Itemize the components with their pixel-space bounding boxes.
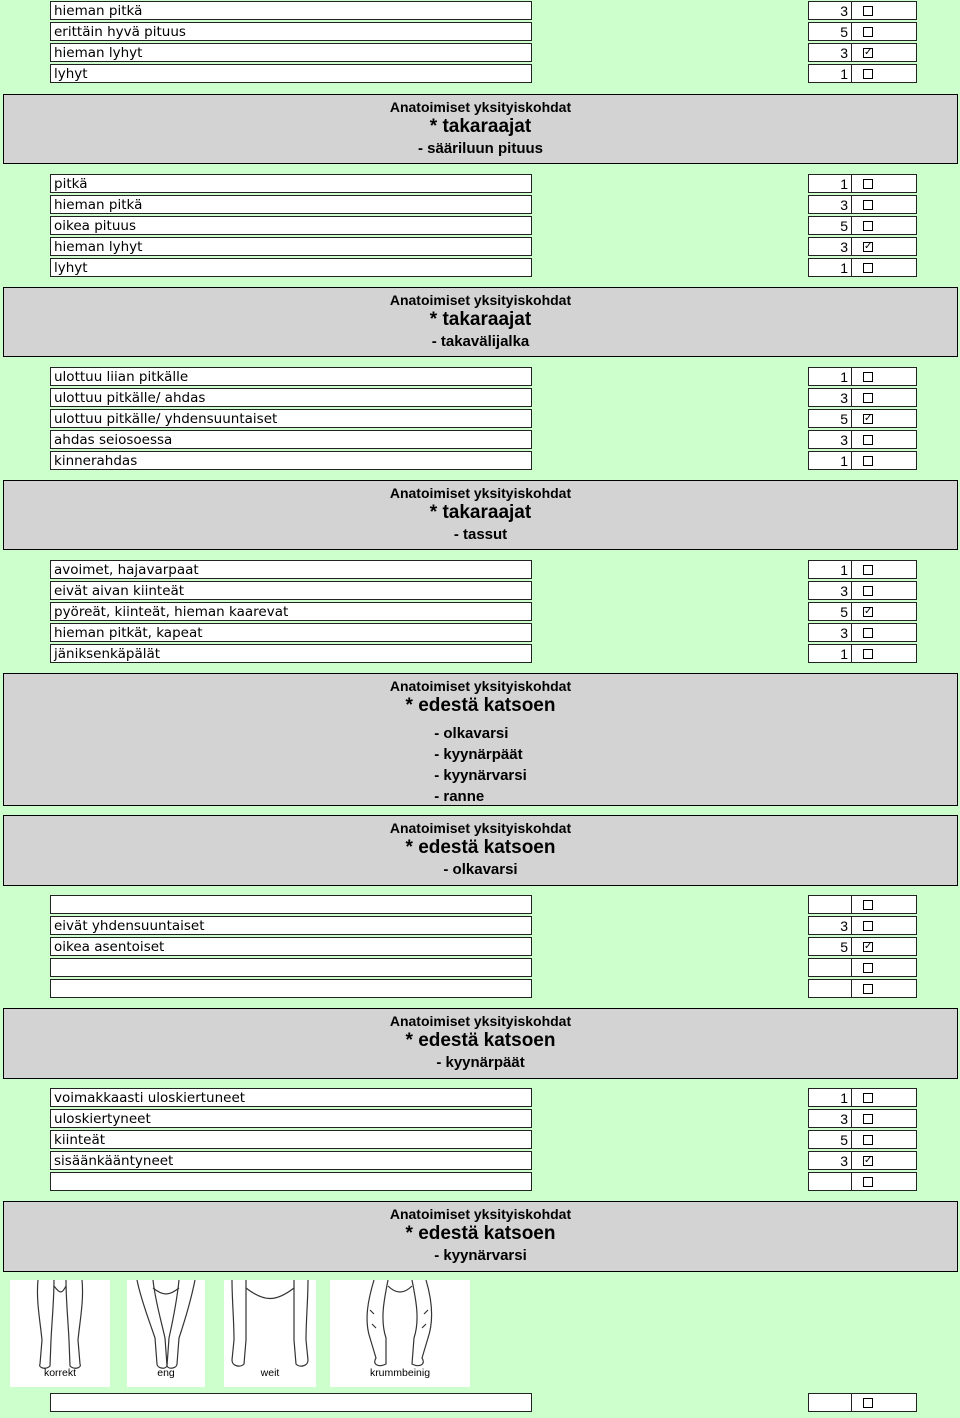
option-cell: [851, 1, 917, 20]
option-score: 1: [808, 174, 852, 193]
checkbox[interactable]: [863, 1398, 873, 1408]
section-header: [3, 94, 958, 164]
section-header: [3, 1008, 958, 1079]
option-cell: [851, 1088, 917, 1107]
option-label: lyhyt: [50, 64, 532, 83]
header-subsection: - olkavarsi: [443, 861, 518, 878]
header-subsection: - sääriluun pituus: [417, 140, 543, 157]
option-label: [50, 1172, 532, 1191]
subsection-item: - ranne: [434, 788, 485, 805]
caption: korrekt: [43, 1367, 77, 1379]
header-section: * edestä katsoen: [405, 695, 556, 716]
option-cell: [851, 258, 917, 277]
option-score: [808, 1172, 852, 1191]
option-score: 5: [808, 216, 852, 235]
option-label: erittäin hyvä pituus: [50, 22, 532, 41]
header-title: Anatoimiset yksityiskohdat: [389, 292, 572, 308]
option-label: hieman lyhyt: [50, 237, 532, 256]
option-score: 3: [808, 1, 852, 20]
option-label: ulottuu pitkälle/ yhdensuuntaiset: [50, 409, 532, 428]
caption: weit: [260, 1367, 280, 1379]
option-label: hieman pitkä: [50, 195, 532, 214]
subsection-item: - kyynärvarsi: [434, 767, 527, 784]
checkbox[interactable]: [863, 900, 873, 910]
checkbox[interactable]: [863, 200, 873, 210]
header-section: * takaraajat: [429, 116, 532, 137]
option-label: eivät yhdensuuntaiset: [50, 916, 532, 935]
checkbox[interactable]: [863, 565, 873, 575]
checkbox[interactable]: [863, 221, 873, 231]
option-cell: [851, 195, 917, 214]
header-title: Anatoimiset yksityiskohdat: [389, 678, 572, 694]
option-cell: [851, 22, 917, 41]
checkbox[interactable]: [863, 372, 873, 382]
option-cell: [851, 409, 917, 428]
option-cell: [851, 367, 917, 386]
option-cell: [851, 1109, 917, 1128]
checkbox[interactable]: [863, 6, 873, 16]
option-score: 1: [808, 64, 852, 83]
header-subsection: - kyynärpäät: [436, 1054, 525, 1071]
option-cell: [851, 430, 917, 449]
option-score: 1: [808, 258, 852, 277]
section-header: [3, 287, 958, 357]
option-cell: [851, 623, 917, 642]
option-score: 3: [808, 581, 852, 600]
option-cell: [851, 1151, 917, 1170]
option-score: 5: [808, 937, 852, 956]
caption: eng: [157, 1367, 175, 1379]
option-score: 3: [808, 195, 852, 214]
header-subsection: - tassut: [453, 526, 508, 543]
checkbox[interactable]: [863, 586, 873, 596]
option-score: [808, 1393, 852, 1412]
checkbox[interactable]: ✓: [864, 941, 873, 952]
option-cell: [851, 560, 917, 579]
option-label: oikea asentoiset: [50, 937, 532, 956]
option-label: [50, 979, 532, 998]
header-section: * takaraajat: [429, 309, 532, 330]
section-header: [3, 480, 958, 550]
caption: krummbeinig: [369, 1367, 431, 1379]
option-label: [50, 958, 532, 977]
option-score: 1: [808, 367, 852, 386]
option-cell: [851, 916, 917, 935]
option-score: 1: [808, 560, 852, 579]
option-cell: [851, 216, 917, 235]
checkbox[interactable]: [863, 628, 873, 638]
option-cell: [851, 979, 917, 998]
option-cell: [851, 581, 917, 600]
option-score: [808, 958, 852, 977]
section-header: [3, 1201, 958, 1272]
header-section: * edestä katsoen: [405, 1030, 556, 1051]
checkbox[interactable]: ✓: [864, 1155, 873, 1166]
illustration-weit: [224, 1280, 316, 1387]
checkbox[interactable]: ✓: [864, 413, 873, 424]
option-label: kinnerahdas: [50, 451, 532, 470]
option-cell: [851, 388, 917, 407]
option-cell: [851, 237, 917, 256]
checkbox[interactable]: [863, 1114, 873, 1124]
checkbox[interactable]: [863, 263, 873, 273]
option-label: lyhyt: [50, 258, 532, 277]
option-cell: [851, 895, 917, 914]
checkbox[interactable]: [863, 921, 873, 931]
option-cell: [851, 958, 917, 977]
option-score: 5: [808, 1130, 852, 1149]
option-label: ahdas seiosoessa: [50, 430, 532, 449]
checkbox[interactable]: [863, 1093, 873, 1103]
option-label: voimakkaasti uloskiertuneet: [50, 1088, 532, 1107]
checkbox[interactable]: [863, 179, 873, 189]
option-label: hieman pitkät, kapeat: [50, 623, 532, 642]
option-score: 3: [808, 237, 852, 256]
option-score: 1: [808, 451, 852, 470]
option-label: hieman pitkä: [50, 1, 532, 20]
option-label: sisäänkääntyneet: [50, 1151, 532, 1170]
checkbox[interactable]: [863, 27, 873, 37]
header-section: * takaraajat: [429, 502, 532, 523]
header-title: Anatoimiset yksityiskohdat: [389, 820, 572, 836]
option-score: 3: [808, 916, 852, 935]
option-label: ulottuu pitkälle/ ahdas: [50, 388, 532, 407]
checkbox[interactable]: [863, 1135, 873, 1145]
option-cell: [851, 1130, 917, 1149]
option-label: kiinteät: [50, 1130, 532, 1149]
option-score: [808, 895, 852, 914]
option-score: 1: [808, 1088, 852, 1107]
option-label: uloskiertyneet: [50, 1109, 532, 1128]
header-subsection: - kyynärvarsi: [434, 1247, 527, 1264]
checkbox[interactable]: ✓: [864, 606, 873, 617]
checkbox[interactable]: [863, 649, 873, 659]
option-score: 3: [808, 388, 852, 407]
checkbox[interactable]: [863, 963, 873, 973]
header-section: * edestä katsoen: [405, 837, 556, 858]
option-score: 3: [808, 1151, 852, 1170]
header-subsection: - takavälijalka: [431, 333, 530, 350]
checkbox[interactable]: [863, 393, 873, 403]
checkbox[interactable]: ✓: [864, 47, 873, 58]
option-label: oikea pituus: [50, 216, 532, 235]
option-cell: [851, 64, 917, 83]
option-cell: [851, 1172, 917, 1191]
option-cell: [851, 644, 917, 663]
option-label: hieman lyhyt: [50, 43, 532, 62]
section-header: [3, 815, 958, 886]
header-title: Anatoimiset yksityiskohdat: [389, 1206, 572, 1222]
checkbox[interactable]: [863, 984, 873, 994]
illustration-korrekt: [10, 1280, 110, 1387]
option-cell: [851, 602, 917, 621]
illustration-krummbeinig: [330, 1280, 470, 1387]
option-score: 3: [808, 43, 852, 62]
option-label: eivät aivan kiinteät: [50, 581, 532, 600]
option-cell: [851, 174, 917, 193]
illustration-eng: [127, 1280, 205, 1387]
option-cell: [851, 451, 917, 470]
option-cell: [851, 43, 917, 62]
checkbox[interactable]: ✓: [864, 241, 873, 252]
option-label: pyöreät, kiinteät, hieman kaarevat: [50, 602, 532, 621]
option-score: 3: [808, 1109, 852, 1128]
option-label: pitkä: [50, 174, 532, 193]
option-score: 5: [808, 602, 852, 621]
header-title: Anatoimiset yksityiskohdat: [389, 1013, 572, 1029]
option-cell: [851, 937, 917, 956]
option-label: ulottuu liian pitkälle: [50, 367, 532, 386]
option-score: 5: [808, 22, 852, 41]
option-label: [50, 1393, 532, 1412]
checkbox[interactable]: [863, 69, 873, 79]
checkbox[interactable]: [863, 1177, 873, 1187]
subsection-list: [434, 723, 527, 807]
option-score: 5: [808, 409, 852, 428]
subsection-item: - kyynärpäät: [434, 746, 523, 763]
option-cell: [851, 1393, 917, 1412]
checkbox[interactable]: [863, 456, 873, 466]
checkbox[interactable]: [863, 435, 873, 445]
option-label: avoimet, hajavarpaat: [50, 560, 532, 579]
header-section: * edestä katsoen: [405, 1223, 556, 1244]
option-label: [50, 895, 532, 914]
header-title: Anatoimiset yksityiskohdat: [389, 485, 572, 501]
option-score: 3: [808, 623, 852, 642]
option-label: jäniksenkäpälät: [50, 644, 532, 663]
option-score: 3: [808, 430, 852, 449]
option-score: 1: [808, 644, 852, 663]
option-score: [808, 979, 852, 998]
header-title: Anatoimiset yksityiskohdat: [389, 99, 572, 115]
section-header: [3, 673, 958, 806]
subsection-item: - olkavarsi: [434, 725, 509, 742]
